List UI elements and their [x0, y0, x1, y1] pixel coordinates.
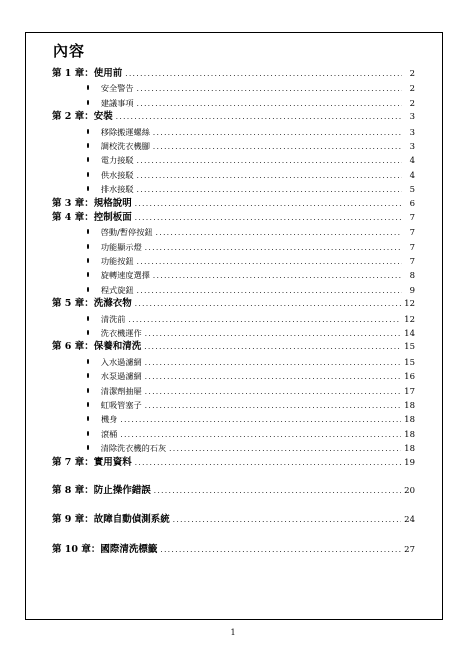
toc-entry-label: 洗衣機運作 — [100, 328, 142, 339]
toc-section-entry[interactable] — [52, 326, 415, 340]
toc-chapter-entry[interactable] — [52, 110, 415, 124]
toc-spacer — [52, 528, 415, 543]
toc-section-entry[interactable] — [52, 369, 415, 383]
dot-leader — [129, 313, 402, 327]
dot-leader — [120, 413, 401, 427]
dot-leader — [153, 140, 402, 154]
toc-entry-page: 6 — [409, 198, 415, 209]
bullet-icon — [87, 445, 89, 450]
toc-chapter-entry[interactable] — [52, 297, 415, 311]
toc-section-entry[interactable] — [52, 355, 415, 369]
toc-title: 內容 — [53, 42, 86, 60]
toc-entry-page: 18 — [404, 444, 415, 455]
toc-section-entry[interactable] — [52, 384, 415, 398]
dot-leader — [120, 428, 401, 442]
bullet-icon — [87, 388, 89, 393]
toc-entry-page: 18 — [404, 400, 415, 411]
toc-section-entry[interactable] — [52, 441, 415, 455]
toc-section-entry[interactable] — [52, 254, 415, 268]
dot-leader — [153, 269, 402, 283]
toc-chapter-entry[interactable] — [52, 456, 415, 470]
dot-leader — [144, 340, 401, 354]
toc-entry-label: 第 10 章：國際清洗標籤 — [52, 543, 158, 555]
toc-entry-label: 調校洗衣機腳 — [100, 140, 150, 151]
bullet-icon — [87, 287, 89, 292]
toc-spacer — [52, 470, 415, 484]
bullet-icon — [87, 373, 89, 378]
bullet-icon — [87, 100, 89, 105]
toc-entry-page: 17 — [404, 386, 415, 397]
dot-leader — [169, 442, 401, 456]
toc-entry-page: 12 — [404, 314, 415, 325]
toc-entry-label: 水泵過濾網 — [100, 371, 142, 382]
toc-entry-label: 建議事項 — [100, 97, 134, 108]
dot-leader — [137, 82, 402, 96]
dot-leader — [137, 284, 402, 298]
toc-chapter-entry[interactable] — [52, 67, 415, 81]
toc-entry-label: 入水過濾網 — [100, 356, 142, 367]
dot-leader — [145, 399, 401, 413]
toc-entry-page: 5 — [409, 185, 415, 196]
toc-entry-label: 安全警告 — [100, 83, 134, 94]
bullet-icon — [87, 85, 89, 90]
bullet-icon — [87, 172, 89, 177]
bullet-icon — [87, 330, 89, 335]
dot-leader — [125, 67, 402, 81]
toc-entry-label: 移除搬運螺絲 — [100, 126, 150, 137]
toc-entry-page: 19 — [404, 457, 415, 468]
dot-leader — [137, 255, 402, 269]
toc-entry-label: 第 6 章：保養和清洗 — [52, 341, 142, 353]
toc-entry-page: 14 — [404, 329, 415, 340]
toc-entry-page: 4 — [409, 170, 415, 181]
toc-section-entry[interactable] — [52, 225, 415, 239]
toc-section-entry[interactable] — [52, 182, 415, 196]
toc-section-entry[interactable] — [52, 153, 415, 167]
bullet-icon — [87, 244, 89, 249]
dot-leader — [137, 169, 402, 183]
bullet-icon — [87, 272, 89, 277]
dot-leader — [156, 226, 402, 240]
toc-chapter-entry[interactable] — [52, 543, 415, 557]
bullet-icon — [87, 143, 89, 148]
toc-entry-page: 7 — [409, 212, 415, 223]
toc-entry-label: 機身 — [100, 414, 118, 425]
toc-entry-label: 程式旋鈕 — [100, 284, 134, 295]
toc-entry-page: 7 — [409, 257, 415, 268]
dot-leader — [135, 456, 401, 470]
bullet-icon — [87, 229, 89, 234]
toc-entry-label: 第 3 章：規格說明 — [52, 197, 132, 209]
dot-leader — [145, 385, 401, 399]
toc-entry-label: 第 5 章：洗滌衣物 — [52, 298, 132, 310]
toc-entry-label: 功能顯示燈 — [100, 241, 142, 252]
toc-spacer — [52, 498, 415, 513]
toc-entry-label: 啓動/暫停按鈕 — [100, 227, 153, 238]
bullet-icon — [87, 258, 89, 263]
toc-chapter-entry[interactable] — [52, 197, 415, 211]
toc-entry-label: 第 4 章：控制板面 — [52, 211, 132, 223]
toc-entry-label: 虹吸管塞子 — [100, 399, 142, 410]
toc-entry-page: 16 — [404, 372, 415, 383]
bullet-icon — [87, 431, 89, 436]
toc-entry-label: 電力接駁 — [100, 155, 134, 166]
toc-section-entry[interactable] — [52, 81, 415, 95]
toc-chapter-entry[interactable] — [52, 513, 415, 527]
dot-leader — [135, 297, 401, 311]
toc-entry-page: 20 — [404, 485, 415, 496]
toc-entry-label: 清除洗衣機的石灰 — [100, 443, 167, 454]
toc-entry-page: 2 — [409, 98, 415, 109]
toc-section-entry[interactable] — [52, 125, 415, 139]
toc-entry-page: 15 — [404, 357, 415, 368]
toc-section-entry[interactable] — [52, 283, 415, 297]
dot-leader — [145, 327, 401, 341]
toc-entry-label: 供水接駁 — [100, 169, 134, 180]
toc-section-entry[interactable] — [52, 168, 415, 182]
dot-leader — [153, 126, 402, 140]
toc-chapter-entry[interactable] — [52, 340, 415, 354]
toc-entry-label: 清洗前 — [100, 313, 126, 324]
dot-leader — [173, 513, 401, 527]
toc-entry-label: 清潔劑抽屜 — [100, 385, 142, 396]
toc-section-entry[interactable] — [52, 96, 415, 110]
toc-entry-page: 3 — [409, 127, 415, 138]
toc-entry-label: 功能按鈕 — [100, 256, 134, 267]
toc-section-entry[interactable] — [52, 240, 415, 254]
dot-leader — [137, 154, 402, 168]
bullet-icon — [87, 316, 89, 321]
toc-entry-page: 18 — [404, 429, 415, 440]
bullet-icon — [87, 402, 89, 407]
table-of-contents — [52, 67, 415, 557]
toc-entry-page: 8 — [409, 271, 415, 282]
toc-entry-page: 18 — [404, 415, 415, 426]
toc-entry-page: 3 — [409, 112, 415, 123]
toc-entry-page: 24 — [404, 515, 415, 526]
dot-leader — [145, 356, 401, 370]
dot-leader — [116, 110, 402, 124]
bullet-icon — [87, 359, 89, 364]
toc-chapter-entry[interactable] — [52, 211, 415, 225]
toc-entry-page: 3 — [409, 141, 415, 152]
dot-leader — [137, 97, 402, 111]
page-number: 1 — [230, 628, 236, 637]
toc-section-entry[interactable] — [52, 398, 415, 412]
toc-entry-page: 7 — [409, 242, 415, 253]
toc-entry-page: 9 — [409, 285, 415, 296]
toc-entry-label: 滾桶 — [100, 428, 118, 439]
toc-chapter-entry[interactable] — [52, 484, 415, 498]
dot-leader — [145, 241, 402, 255]
toc-entry-page: 27 — [404, 544, 415, 555]
toc-entry-label: 旋轉速度選擇 — [100, 270, 150, 281]
toc-entry-page: 2 — [409, 84, 415, 95]
dot-leader — [135, 211, 402, 225]
toc-entry-label: 排水接駁 — [100, 184, 134, 195]
dot-leader — [145, 370, 401, 384]
bullet-icon — [87, 186, 89, 191]
toc-entry-label: 第 2 章：安裝 — [52, 111, 113, 123]
toc-section-entry[interactable] — [52, 312, 415, 326]
dot-leader — [154, 484, 401, 498]
toc-section-entry[interactable] — [52, 139, 415, 153]
toc-entry-page: 12 — [404, 299, 415, 310]
dot-leader — [160, 543, 401, 557]
toc-section-entry[interactable] — [52, 268, 415, 282]
bullet-icon — [87, 129, 89, 134]
toc-entry-page: 2 — [409, 69, 415, 79]
dot-leader — [135, 197, 402, 211]
dot-leader — [137, 183, 402, 197]
toc-entry-label: 第 9 章：故障自動偵測系統 — [52, 514, 170, 526]
toc-entry-page: 4 — [409, 156, 415, 167]
bullet-icon — [87, 416, 89, 421]
toc-section-entry[interactable] — [52, 427, 415, 441]
toc-entry-page: 15 — [404, 342, 415, 353]
toc-entry-label: 第 8 章：防止操作錯誤 — [52, 484, 151, 496]
toc-entry-label: 第 7 章：實用資料 — [52, 456, 132, 468]
toc-entry-page: 7 — [409, 228, 415, 239]
toc-section-entry[interactable] — [52, 412, 415, 426]
bullet-icon — [87, 157, 89, 162]
toc-entry-label: 第 1 章：使用前 — [52, 68, 123, 79]
